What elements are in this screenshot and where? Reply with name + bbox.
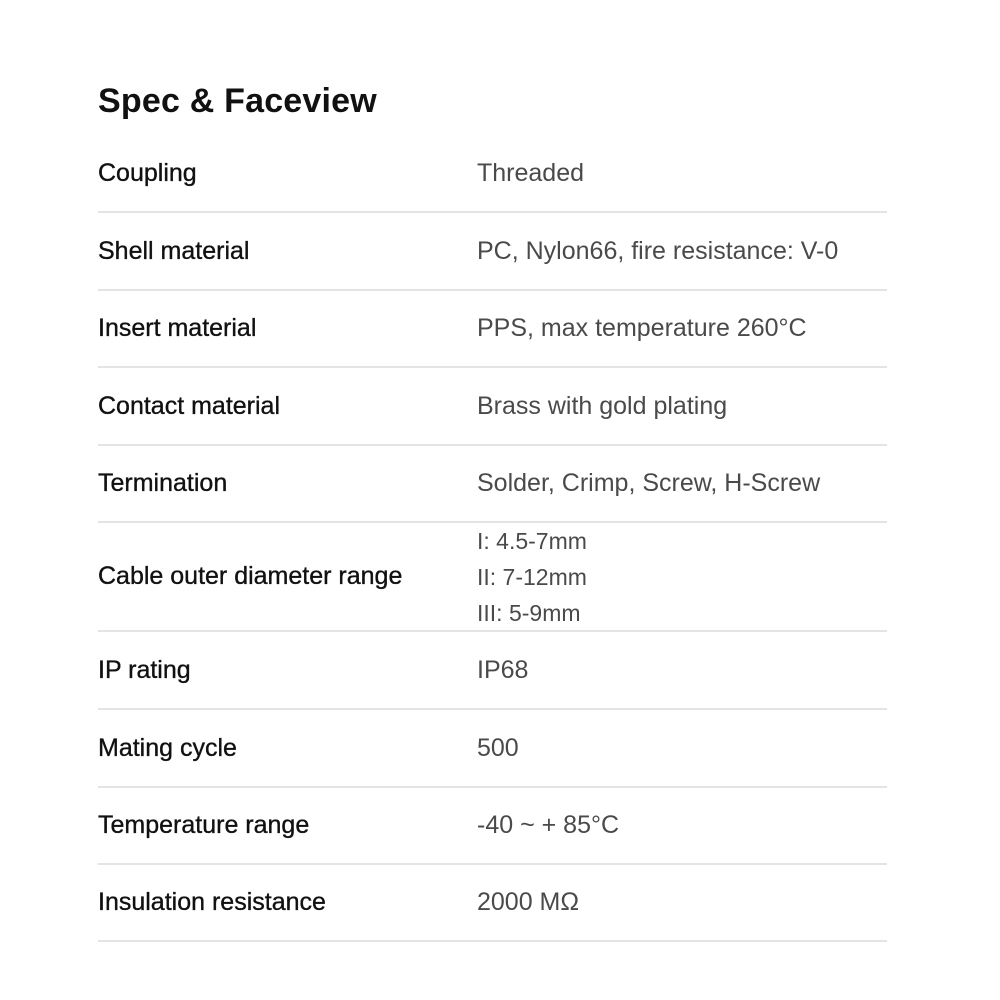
spec-value: Threaded (477, 158, 585, 187)
spec-label: Insulation resistance (98, 888, 326, 916)
spec-row-contact-material (98, 368, 887, 446)
spec-label: Cable outer diameter range (98, 562, 403, 590)
spec-row-temperature-range (98, 788, 887, 865)
spec-row-coupling (98, 135, 887, 213)
spec-value: PPS, max temperature 260°C (477, 314, 807, 342)
spec-row-ip-rating (98, 632, 887, 710)
spec-label: Shell material (98, 236, 250, 265)
spec-label: IP rating (98, 655, 191, 684)
spec-label: Insert material (98, 314, 257, 342)
spec-value: -40 ~ + 85°C (477, 811, 620, 839)
spec-row-shell-material (98, 213, 887, 291)
spec-label: Mating cycle (98, 733, 237, 762)
spec-row-termination (98, 446, 887, 523)
spec-row-insert-material (98, 291, 887, 368)
spec-value: Solder, Crimp, Screw, H-Screw (477, 469, 821, 497)
spec-row-mating-cycle (98, 710, 887, 788)
spec-label: Contact material (98, 391, 281, 420)
spec-value: PC, Nylon66, fire resistance: V-0 (477, 236, 839, 265)
spec-value: IP68 (477, 655, 529, 684)
spec-row-cable-outer-diameter (98, 523, 887, 632)
spec-value: Brass with gold plating (477, 391, 728, 420)
spec-value-line: II: 7-12mm (477, 563, 587, 590)
spec-label: Coupling (98, 158, 197, 187)
spec-value: 500 (477, 733, 519, 762)
spec-table (98, 135, 887, 942)
spec-value-line: I: 4.5-7mm (477, 527, 587, 554)
spec-label: Termination (98, 469, 228, 497)
spec-value: 2000 MΩ (477, 888, 580, 916)
spec-label: Temperature range (98, 811, 310, 839)
spec-value-multiline (477, 523, 887, 631)
spec-value-line: III: 5-9mm (477, 599, 581, 626)
spec-row-insulation-resistance (98, 865, 887, 942)
page-title: Spec & Faceview (98, 82, 377, 120)
